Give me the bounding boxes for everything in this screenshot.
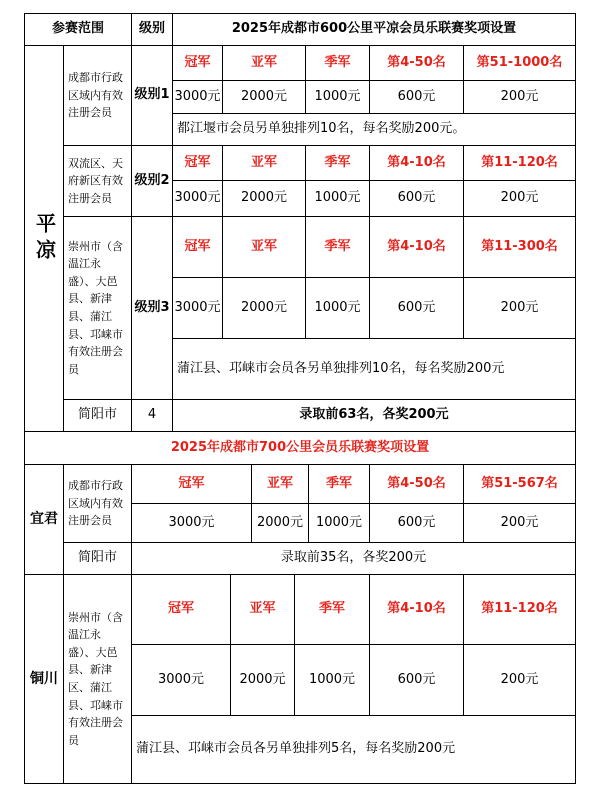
- prize-cell: 1000元: [308, 503, 370, 543]
- rank-cell: 第11-120名: [463, 145, 576, 181]
- rank-cell: 第4-50名: [369, 45, 464, 81]
- rank-cell: 亚军: [222, 145, 306, 181]
- level-pl-g1: 级别1: [131, 45, 173, 146]
- prize-cell: 1000元: [305, 80, 370, 114]
- prize-cell: 3000元: [131, 503, 252, 543]
- prize-cell: 2000元: [251, 503, 309, 543]
- rank-cell: 冠军: [172, 145, 223, 181]
- rank-cell: 季军: [305, 45, 370, 81]
- level-pl-jianyang: 4: [131, 399, 173, 432]
- rank-cell: 第4-50名: [369, 464, 464, 504]
- header-scope: 参赛范围: [24, 13, 132, 46]
- rank-cell: 第51-1000名: [463, 45, 576, 81]
- race1-title: 2025年成都市600公里平凉会员乐联赛奖项设置: [172, 13, 576, 46]
- prize-cell: 2000元: [222, 180, 306, 217]
- rank-cell: 亚军: [230, 574, 295, 645]
- prize-cell: 200元: [463, 80, 576, 114]
- scope-pl-g1: 成都市行政区域内有效注册会员: [63, 45, 132, 146]
- rank-cell: 亚军: [251, 464, 309, 504]
- rank-cell: 第11-300名: [463, 216, 576, 278]
- prize-cell: 200元: [463, 277, 576, 339]
- rank-cell: 第11-120名: [463, 574, 576, 645]
- rank-cell: 第4-10名: [369, 574, 464, 645]
- yj-jianyang-text: 录取前35名，各奖200元: [131, 542, 576, 575]
- rank-cell: 季军: [305, 216, 370, 278]
- prize-cell: 1000元: [305, 277, 370, 339]
- prize-cell: 3000元: [172, 277, 223, 339]
- prize-cell: 600元: [369, 180, 464, 217]
- rank-cell: 第4-10名: [369, 216, 464, 278]
- prize-cell: 1000元: [294, 644, 370, 716]
- rank-cell: 冠军: [131, 464, 252, 504]
- scope-yj-g1: 成都市行政区域内有效注册会员: [63, 464, 132, 543]
- prize-cell: 2000元: [222, 277, 306, 339]
- rank-cell: 冠军: [172, 216, 223, 278]
- region-yijun: 宜君: [24, 464, 64, 575]
- prize-cell: 200元: [463, 503, 576, 543]
- scope-tc-g1: 崇州市（含温江永盛）、大邑县、新津区、蒲江县、邛崃市有效注册会员: [63, 574, 132, 784]
- prize-cell: 2000元: [222, 80, 306, 114]
- prize-cell: 600元: [369, 277, 464, 339]
- rank-cell: 第51-567名: [463, 464, 576, 504]
- prize-cell: 600元: [369, 80, 464, 114]
- rank-cell: 季军: [308, 464, 370, 504]
- prize-cell: 1000元: [305, 180, 370, 217]
- region-pingliang: 平凉: [24, 45, 64, 432]
- note-pl-g1: 都江堰市会员另单独排列10名，每名奖励200元。: [172, 113, 576, 146]
- header-level: 级别: [131, 13, 173, 46]
- note-pl-g3: 蒲江县、邛崃市会员各另单独排列10名，每名奖励200元: [172, 338, 576, 400]
- rank-cell: 季军: [305, 145, 370, 181]
- prize-cell: 200元: [463, 180, 576, 217]
- race2-title: 2025年成都市700公里会员乐联赛奖项设置: [24, 431, 576, 465]
- level-pl-g2: 级别2: [131, 145, 173, 217]
- rank-cell: 亚军: [222, 45, 306, 81]
- note-tc-g1: 蒲江县、邛崃市会员各另单独排列5名，每名奖励200元: [131, 715, 576, 784]
- scope-pl-jianyang: 简阳市: [63, 399, 132, 432]
- prize-cell: 600元: [369, 503, 464, 543]
- pl-jianyang-text: 录取前63名，各奖200元: [172, 399, 576, 432]
- prize-cell: 3000元: [172, 180, 223, 217]
- rank-cell: 冠军: [172, 45, 223, 81]
- rank-cell: 季军: [294, 574, 370, 645]
- prize-cell: 200元: [463, 644, 576, 716]
- scope-pl-g3: 崇州市（含温江永盛）、大邑县、新津县、蒲江县、邛崃市有效注册会员: [63, 216, 132, 400]
- level-pl-g3: 级别3: [131, 216, 173, 400]
- rank-cell: 冠军: [131, 574, 231, 645]
- rank-cell: 第4-10名: [369, 145, 464, 181]
- scope-yj-jianyang: 简阳市: [63, 542, 132, 575]
- rank-cell: 亚军: [222, 216, 306, 278]
- region-tongchuan: 铜川: [24, 574, 64, 784]
- prize-cell: 3000元: [131, 644, 231, 716]
- scope-pl-g2: 双流区、天府新区有效注册会员: [63, 145, 132, 217]
- prize-cell: 2000元: [230, 644, 295, 716]
- prize-cell: 3000元: [172, 80, 223, 114]
- prize-cell: 600元: [369, 644, 464, 716]
